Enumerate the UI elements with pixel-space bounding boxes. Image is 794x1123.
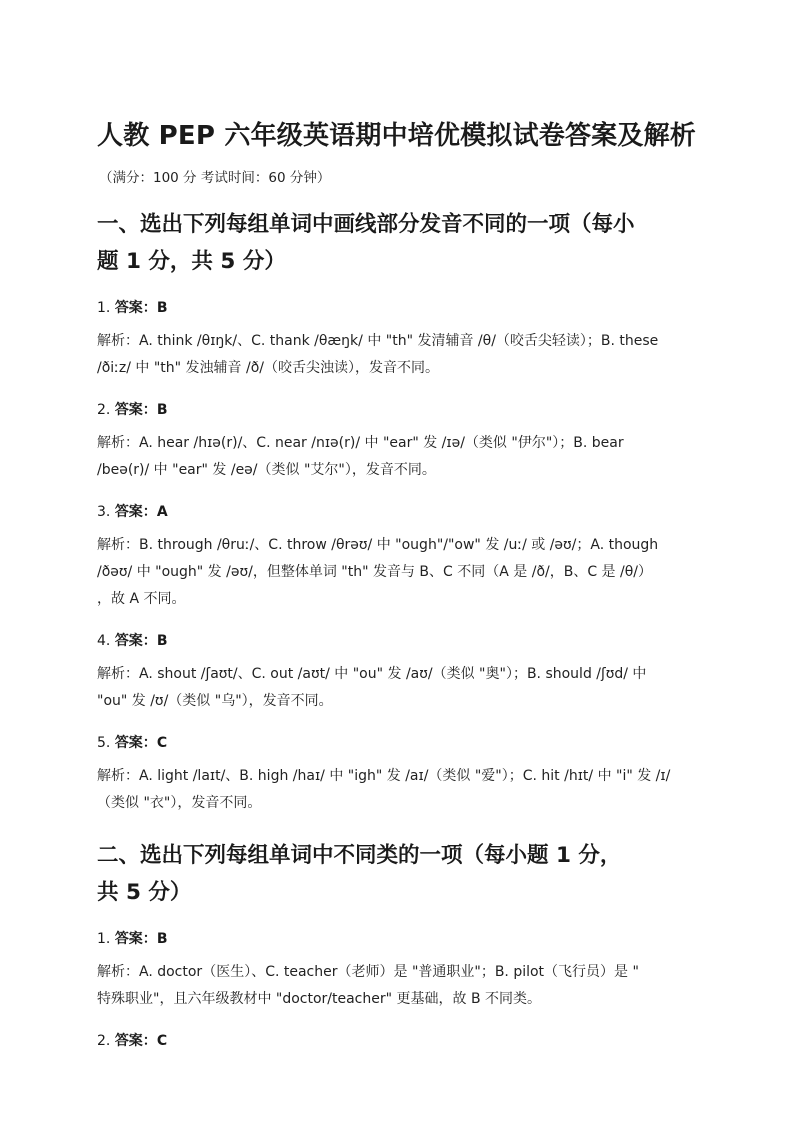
answer-letter: B (156, 633, 168, 649)
answer-letter: C (156, 1033, 168, 1049)
explanation (97, 661, 698, 715)
question-item (97, 400, 698, 484)
document-subtitle: （满分：100 分 考试时间：60 分钟） (99, 170, 331, 186)
answer-label: 答案： (114, 402, 157, 418)
explanation-line: 解析：A. doctor（医生）、C. teacher（老师）是 "普通职业"；B. pilot（飞行员）是 " (97, 964, 639, 980)
question-number: 1. (97, 931, 111, 947)
section-heading-line: 二、选出下列每组单词中不同类的一项（每小题 1 分， (97, 843, 622, 868)
question-item (97, 1031, 698, 1051)
section-heading-line: 题 1 分，共 5 分） (97, 249, 286, 274)
explanation-line: /ðəʊ/ 中 "ough" 发 /əʊ/，但整体单词 "th" 发音与 B、C 不同（A 是 /ð/，B、C 是 /θ/） (97, 564, 653, 580)
explanation (97, 328, 698, 382)
explanation (97, 959, 698, 1013)
question-number: 2. (97, 402, 111, 418)
explanation-line: "ou" 发 /ʊ/（类似 "乌"），发音不同。 (97, 693, 333, 709)
question-number: 1. (97, 300, 111, 316)
answer-label: 答案： (114, 300, 157, 316)
explanation (97, 532, 698, 613)
answer-line (97, 631, 698, 651)
section-heading (97, 837, 698, 911)
section-heading (97, 206, 698, 280)
section-heading-line: 共 5 分） (97, 880, 192, 905)
question-item (97, 502, 698, 613)
question-item (97, 298, 698, 382)
explanation-line: /ðiːz/ 中 "th" 发浊辅音 /ð/（咬舌尖浊读），发音不同。 (97, 360, 439, 376)
explanation-line: 特殊职业"，且六年级教材中 "doctor/teacher" 更基础，故 B 不同类。 (97, 991, 542, 1007)
section-2 (97, 837, 698, 1051)
answer-line (97, 733, 698, 753)
section-1 (97, 206, 698, 817)
question-item (97, 631, 698, 715)
explanation-line: 解析：B. through /θruː/、C. throw /θrəʊ/ 中 "ough"/"ow" 发 /uː/ 或 /əʊ/；A. though (97, 537, 659, 553)
question-number: 4. (97, 633, 111, 649)
explanation-line: 解析：A. light /laɪt/、B. high /haɪ/ 中 "igh" 发 /aɪ/（类似 "爱"）；C. hit /hɪt/ 中 "i" 发 /ɪ/ (97, 768, 671, 784)
question-number: 2. (97, 1033, 111, 1049)
answer-label: 答案： (114, 504, 157, 520)
answer-line (97, 929, 698, 949)
question-item (97, 929, 698, 1013)
explanation-line: /beə(r)/ 中 "ear" 发 /eə/（类似 "艾尔"），发音不同。 (97, 462, 436, 478)
explanation-line: 解析：A. hear /hɪə(r)/、C. near /nɪə(r)/ 中 "ear" 发 /ɪə/（类似 "伊尔"）；B. bear (97, 435, 624, 451)
question-number: 5. (97, 735, 111, 751)
explanation-line: （类似 "衣"），发音不同。 (97, 795, 262, 811)
explanation-line: ，故 A 不同。 (97, 591, 186, 607)
answer-letter: B (156, 402, 168, 418)
answer-letter: A (156, 504, 168, 520)
section-heading-line: 一、选出下列每组单词中画线部分发音不同的一项（每小 (97, 212, 635, 237)
answer-letter: B (156, 931, 168, 947)
answer-letter: C (156, 735, 168, 751)
answer-line (97, 1031, 698, 1051)
explanation (97, 430, 698, 484)
document-title: 人教 PEP 六年级英语期中培优模拟试卷答案及解析 (97, 121, 696, 151)
answer-label: 答案： (114, 735, 157, 751)
explanation-line: 解析：A. think /θɪŋk/、C. thank /θæŋk/ 中 "th" 发清辅音 /θ/（咬舌尖轻读）；B. these (97, 333, 659, 349)
answer-line (97, 502, 698, 522)
question-number: 3. (97, 504, 111, 520)
answer-line (97, 298, 698, 318)
answer-letter: B (156, 300, 168, 316)
question-item (97, 733, 698, 817)
explanation (97, 763, 698, 817)
answer-label: 答案： (114, 931, 157, 947)
explanation-line: 解析：A. shout /ʃaʊt/、C. out /aʊt/ 中 "ou" 发 /aʊ/（类似 "奥"）；B. should /ʃʊd/ 中 (97, 666, 647, 682)
answer-label: 答案： (114, 1033, 157, 1049)
answer-label: 答案： (114, 633, 157, 649)
answer-line (97, 400, 698, 420)
